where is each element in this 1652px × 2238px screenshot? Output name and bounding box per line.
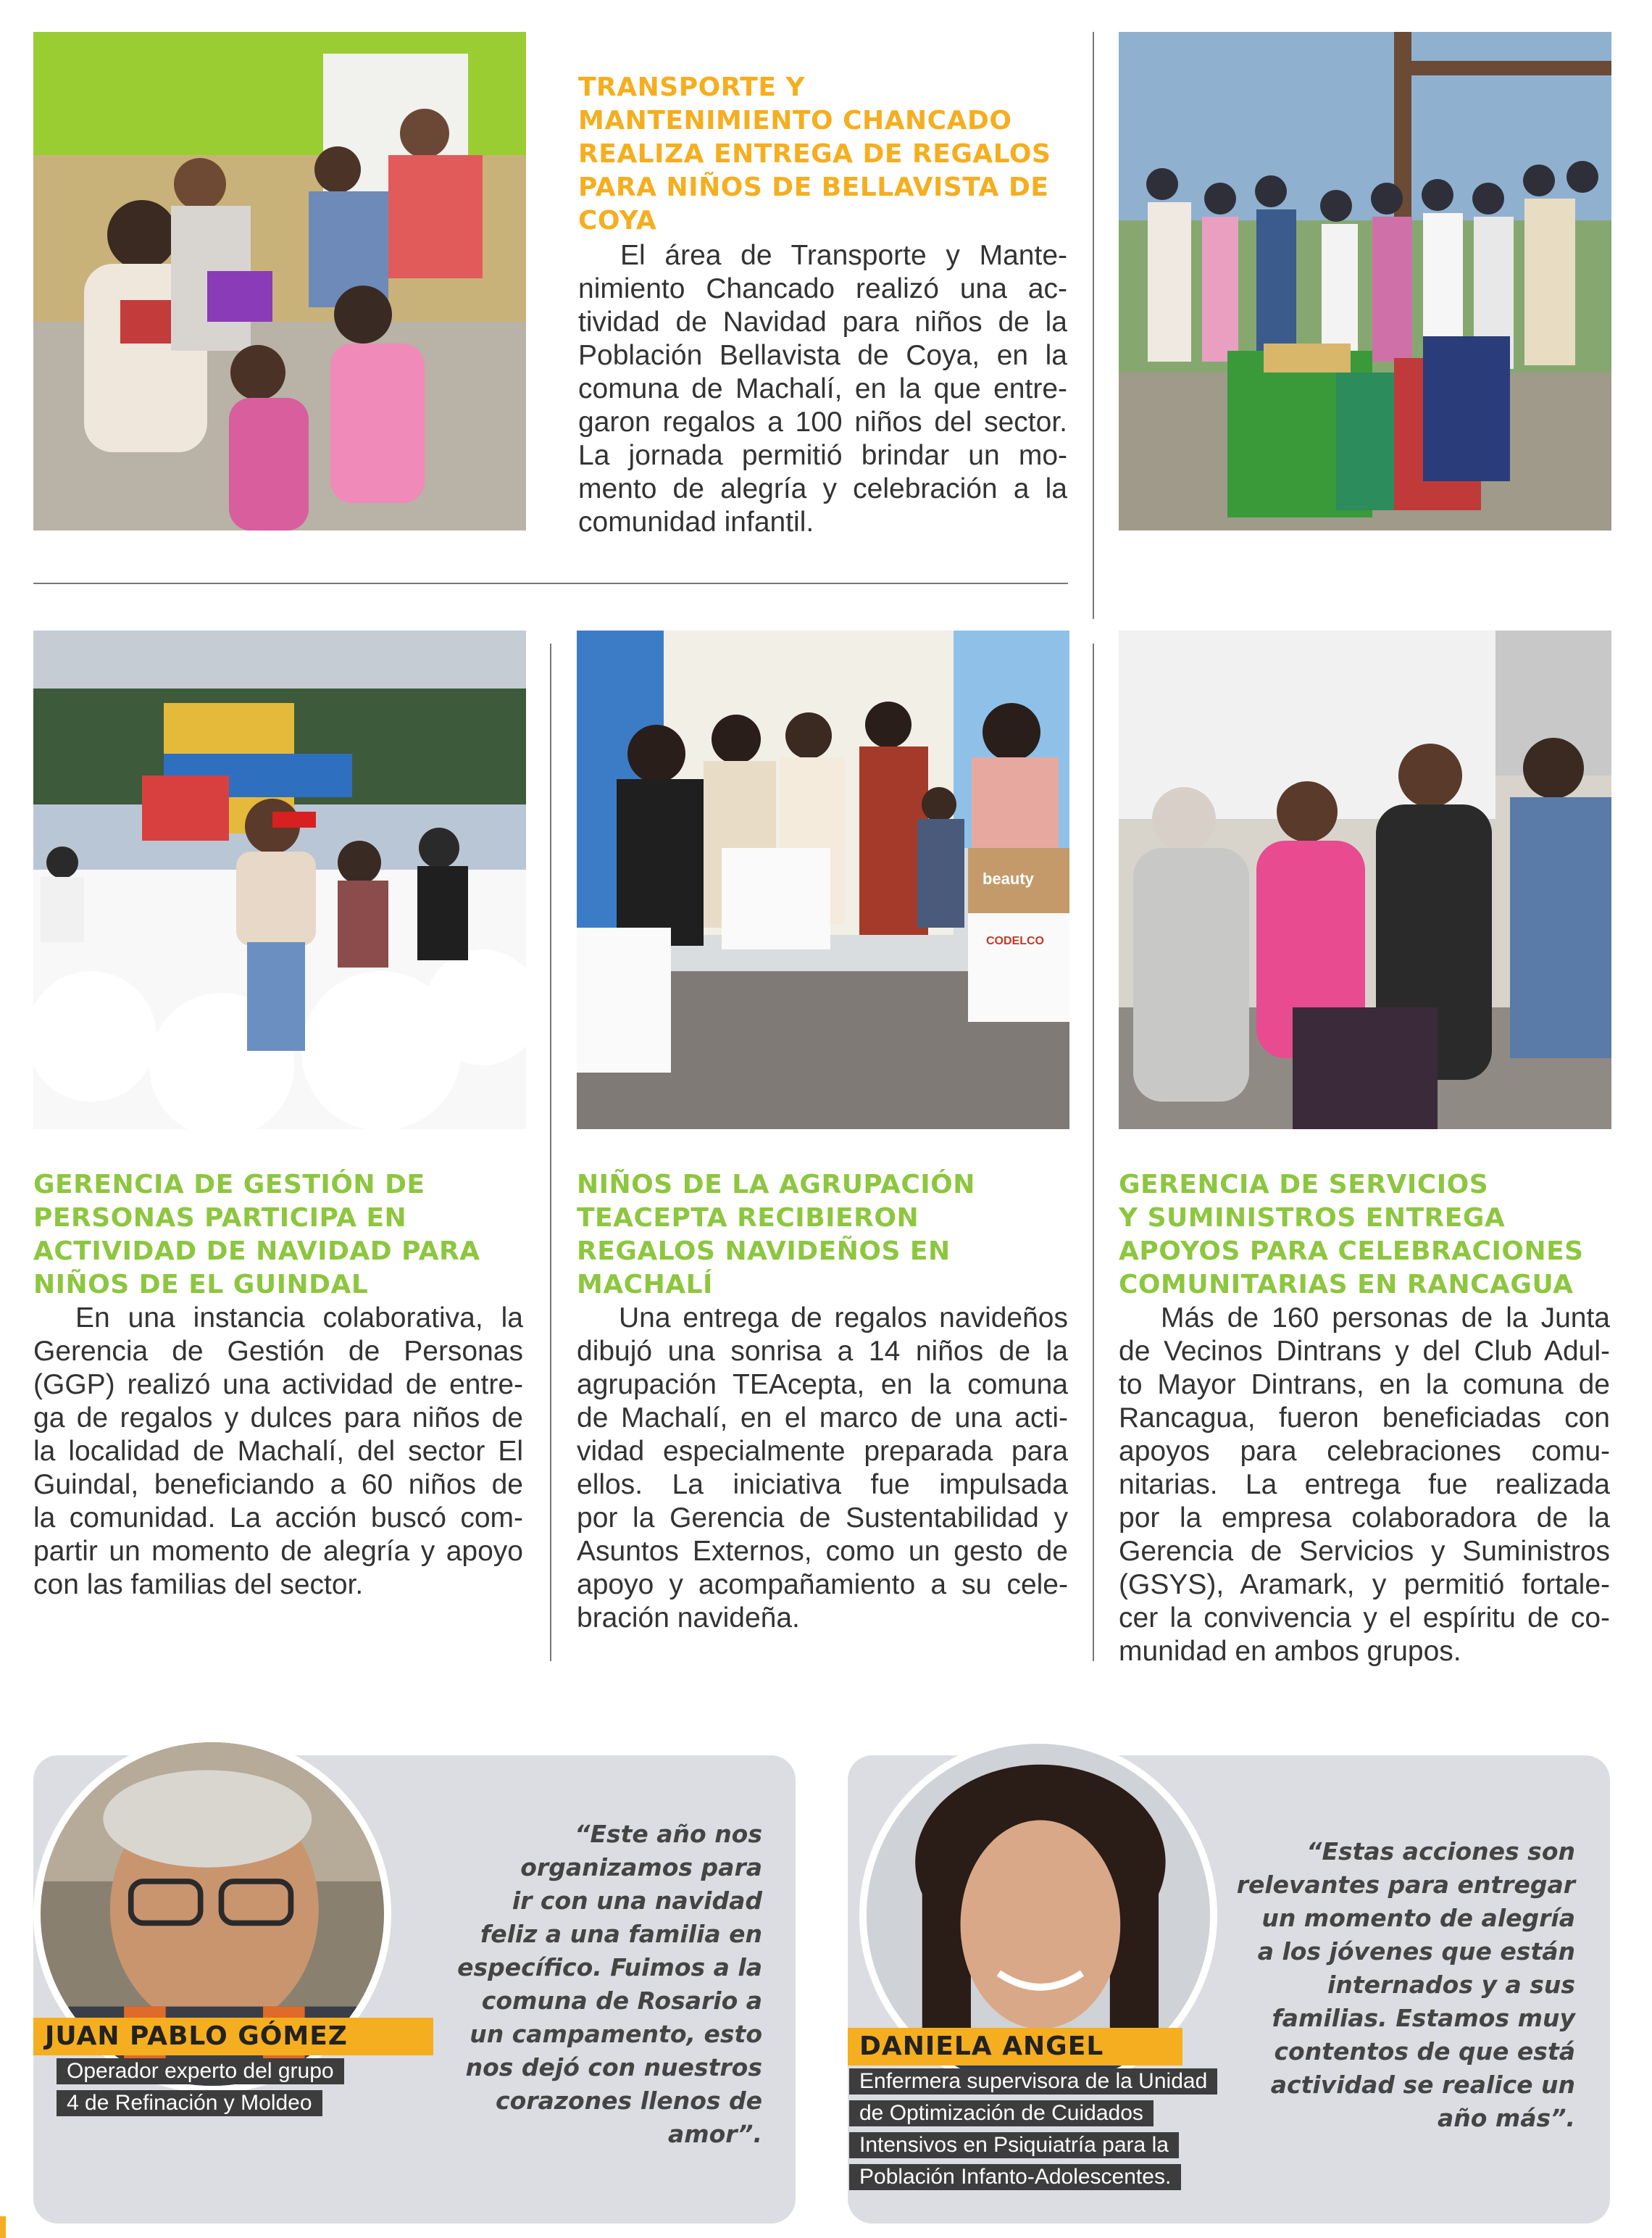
body-line: por la Gerencia de Sustentabilidad y <box>577 1502 1068 1534</box>
quote-line: amor”. <box>667 2120 762 2148</box>
quote-line: nos dejó con nuestros <box>465 2053 762 2081</box>
person-name-juan-pablo: JUAN PABLO GÓMEZ <box>33 2018 433 2055</box>
title-line: COMUNITARIAS EN RANCAGUA <box>1119 1270 1574 1299</box>
body-line: Rancagua, fueron beneficiadas con <box>1119 1402 1610 1434</box>
article-title-teacepta <box>577 1168 1077 1302</box>
bag-shop-label: beauty <box>983 870 1034 888</box>
title-line: PERSONAS PARTICIPA EN <box>33 1203 407 1233</box>
person-role-juan-pablo <box>57 2058 344 2122</box>
photo-group-with-gifts <box>1119 32 1611 531</box>
body-line: Guindal, beneficiando a 60 niños de <box>33 1469 523 1500</box>
title-line: ACTIVIDAD DE NAVIDAD PARA <box>33 1236 480 1266</box>
article-body-teacepta <box>577 1302 1068 1635</box>
title-line: REALIZA ENTREGA DE REGALOS <box>578 139 1051 169</box>
body-line: Asuntos Externos, como un gesto de <box>577 1536 1068 1567</box>
body-line: La jornada permitió brindar un mo- <box>578 440 1067 471</box>
title-line: NIÑOS DE EL GUINDAL <box>33 1270 369 1299</box>
body-line: apoyo y acompañamiento a su cele- <box>577 1569 1068 1600</box>
body-line: nitarias. La entrega fue realizada <box>1119 1469 1610 1500</box>
column-divider-middle-1 <box>550 644 551 1661</box>
body-line: (GSYS), Aramark, y permitió fortale- <box>1119 1569 1610 1600</box>
body-line: partir un momento de alegría y apoyo <box>33 1536 523 1567</box>
article-title-gestion-personas <box>33 1168 533 1302</box>
quote-line: año más”. <box>1437 2104 1575 2132</box>
body-line: En una instancia colaborativa, la <box>75 1302 523 1334</box>
title-line: TEACEPTA RECIBIERON <box>577 1203 919 1233</box>
body-line: la comunidad. La acción buscó com- <box>33 1502 523 1534</box>
quote-line: a los jóvenes que están <box>1257 1937 1575 1965</box>
article-title-transporte <box>578 71 1085 238</box>
quote-line: corazones llenos de <box>496 2087 762 2115</box>
body-line: con las familias del sector. <box>33 1569 364 1600</box>
body-line: cer la convivencia y el espíritu de co- <box>1119 1602 1610 1634</box>
body-line: Gerencia de Gestión de Personas <box>33 1336 523 1367</box>
body-line: (GGP) realizó una actividad de entre- <box>33 1369 523 1400</box>
quote-line: internados y a sus <box>1327 1971 1575 1999</box>
role-line: de Optimización de Cuidados <box>849 2100 1154 2126</box>
quote-juan-pablo <box>406 1818 762 2151</box>
article-body-transporte <box>578 239 1067 539</box>
body-line: agrupación TEAcepta, en la comuna <box>577 1369 1068 1400</box>
body-line: to Mayor Dintrans, en la comuna de <box>1119 1369 1610 1400</box>
body-line: vidad especialmente preparada para <box>577 1436 1068 1467</box>
body-line: dibujó una sonrisa a 14 niños de la <box>577 1336 1068 1367</box>
body-line: nimiento Chancado realizó una ac- <box>578 273 1067 304</box>
title-line: APOYOS PARA CELEBRACIONES <box>1119 1236 1584 1266</box>
quote-line: familias. Estamos muy <box>1272 2004 1575 2032</box>
quote-line: “Estas acciones son <box>1306 1837 1575 1865</box>
column-divider-top <box>1093 32 1094 619</box>
quote-line: comuna de Rosario a <box>481 1987 762 2015</box>
body-line: tividad de Navidad para niños de la <box>578 307 1067 338</box>
title-line: COYA <box>578 206 657 236</box>
body-line: la localidad de Machalí, del sector El <box>33 1436 523 1467</box>
page-corner-accent <box>0 2216 6 2238</box>
photo-bellavista-gift-delivery <box>33 32 526 531</box>
body-line: de Machalí, en el marco de una acti- <box>577 1402 1068 1434</box>
quote-line: ir con una navidad <box>512 1887 762 1915</box>
quote-line: feliz a una familia en <box>480 1920 762 1948</box>
body-line: comuna de Machalí, en la que entre- <box>578 373 1067 404</box>
article-body-servicios-suministros <box>1119 1302 1610 1668</box>
section-divider <box>33 583 1068 584</box>
body-line: Gerencia de Servicios y Suministros <box>1119 1536 1610 1567</box>
title-line: GERENCIA DE GESTIÓN DE <box>33 1170 425 1199</box>
title-line: TRANSPORTE Y <box>578 72 806 102</box>
photo-senior-celebration <box>1119 631 1611 1129</box>
quote-line: relevantes para entregar <box>1236 1871 1575 1899</box>
title-line: NIÑOS DE LA AGRUPACIÓN <box>577 1170 975 1199</box>
quote-line: un momento de alegría <box>1261 1904 1575 1932</box>
body-line: Una entrega de regalos navideños <box>619 1302 1068 1334</box>
body-line: apoyos para celebraciones comu- <box>1119 1436 1610 1467</box>
quote-line: organizamos para <box>520 1853 762 1881</box>
title-line: Y SUMINISTROS ENTREGA <box>1119 1203 1506 1233</box>
person-role-daniela <box>849 2068 1217 2196</box>
body-line: ga de regalos y dulces para niños de <box>33 1402 523 1434</box>
body-line: munidad en ambos grupos. <box>1119 1636 1461 1667</box>
quote-line: específico. Fuimos a la <box>457 1953 762 1981</box>
quote-line: contentos de que está <box>1274 2037 1575 2066</box>
quote-line: actividad se realice un <box>1270 2071 1575 2099</box>
quote-daniela <box>1232 1835 1575 2135</box>
article-title-servicios-suministros <box>1119 1168 1619 1302</box>
article-body-gestion-personas <box>33 1302 523 1602</box>
body-line: comunidad infantil. <box>578 507 814 538</box>
body-line: Más de 160 personas de la Junta <box>1161 1302 1610 1334</box>
title-line: MANTENIMIENTO CHANCADO <box>578 106 1012 136</box>
title-line: MACHALÍ <box>577 1270 713 1299</box>
photo-foam-party <box>33 631 526 1129</box>
column-divider-middle-2 <box>1093 644 1094 1661</box>
title-line: PARA NIÑOS DE BELLAVISTA DE <box>578 172 1049 202</box>
role-line: Intensivos en Psiquiatría para la <box>849 2132 1179 2158</box>
body-line: por la empresa colaboradora de la <box>1119 1502 1610 1534</box>
role-line: Operador experto del grupo <box>57 2058 344 2084</box>
body-line: Población Bellavista de Coya, en la <box>578 340 1067 371</box>
photo-teacepta-group <box>577 631 1069 1129</box>
role-line: Enfermera supervisora de la Unidad <box>849 2068 1217 2095</box>
body-line: garon regalos a 100 niños del sector. <box>578 407 1067 438</box>
body-line: El área de Transporte y Mante- <box>620 240 1067 271</box>
bag-brand-label: CODELCO <box>986 935 1044 947</box>
role-line: Población Infanto-Adolescentes. <box>849 2164 1181 2190</box>
title-line: REGALOS NAVIDEÑOS EN <box>577 1236 951 1266</box>
body-line: mento de alegría y celebración a la <box>578 473 1067 504</box>
person-name-daniela: DANIELA ANGEL <box>848 2028 1182 2066</box>
title-line: GERENCIA DE SERVICIOS <box>1119 1170 1489 1199</box>
body-line: ellos. La iniciativa fue impulsada <box>577 1469 1068 1500</box>
role-line: 4 de Refinación y Moldeo <box>57 2090 322 2116</box>
body-line: bración navideña. <box>577 1602 800 1634</box>
body-line: de Vecinos Dintrans y del Club Adul- <box>1119 1336 1610 1367</box>
quote-line: un campamento, esto <box>470 2020 762 2048</box>
quote-line: “Este año nos <box>575 1820 762 1848</box>
